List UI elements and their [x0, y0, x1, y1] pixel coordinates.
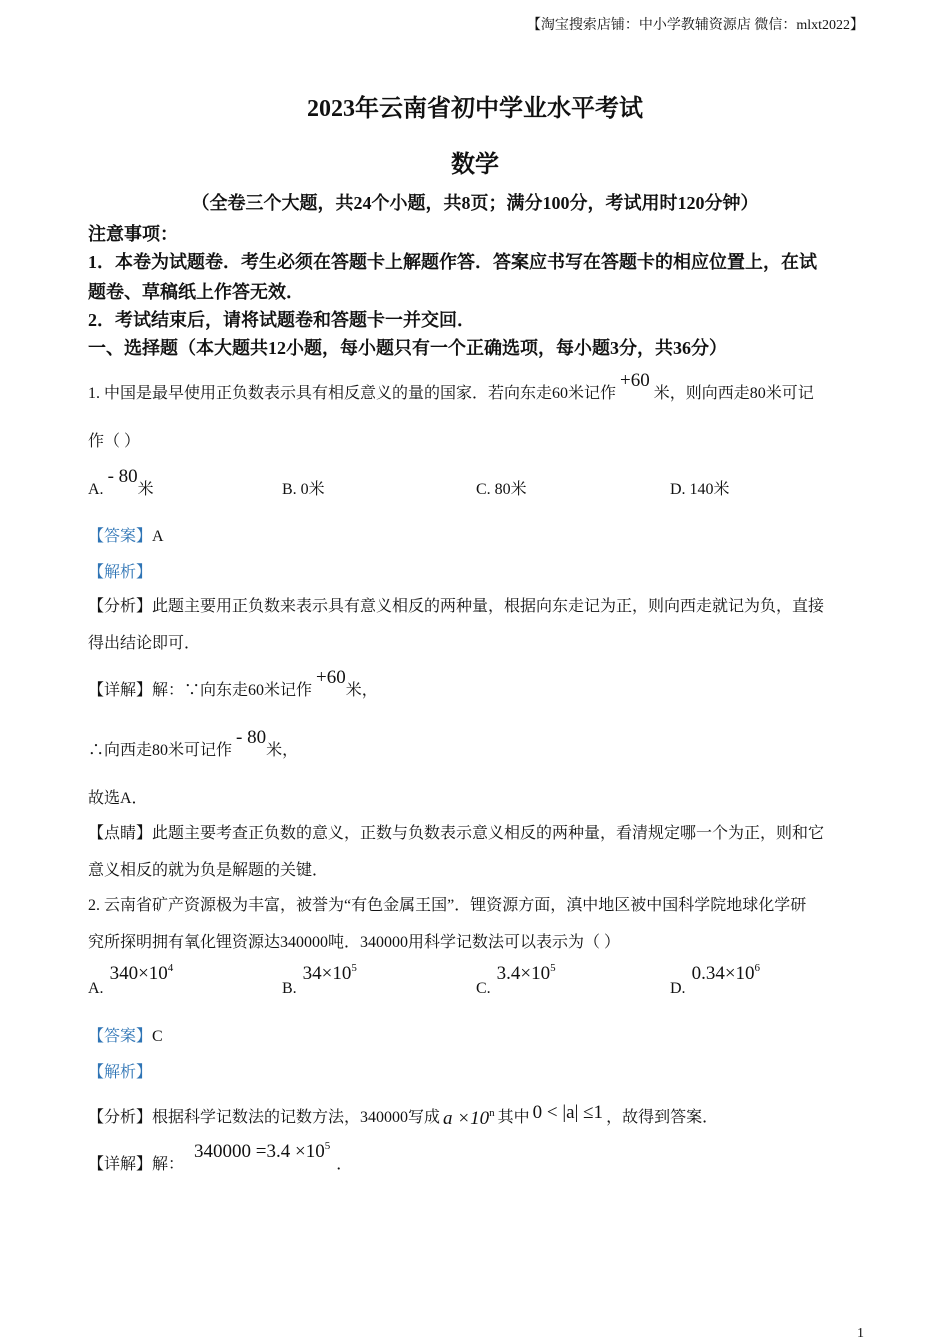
- q1-option-a-unit: 米: [137, 481, 154, 498]
- q1-option-a-math: - 80: [107, 466, 138, 487]
- q2-option-d-exp: 6: [754, 962, 761, 974]
- q1-dianjing-label: 【点睛】: [88, 825, 153, 842]
- q1-fenxi-text-a: 此题主要用正负数来表示具有意义相反的两种量，根据向东走记为正，则向西走就记为负，直接: [152, 598, 825, 615]
- q1-stem-line-2: 作（ ）: [88, 433, 141, 450]
- q2-fenxi-text-a: 根据科学记数法的记数方法，340000写成: [152, 1109, 441, 1126]
- notice-heading: 注意事项：: [88, 224, 178, 244]
- q2-detail-line: [88, 1140, 353, 1175]
- q1-analysis-label: 【解析】: [88, 564, 153, 581]
- q2-stem-line-2: 究所探明拥有氧化锂资源达340000吨．340000用科学记数法可以表示为（ ）: [88, 934, 621, 951]
- q1-detail-text-b: ∴向西走80米可记作: [88, 742, 233, 759]
- q2-analysis-label: 【解析】: [88, 1064, 153, 1081]
- notice-2: 2．考试结束后，请将试题卷和答题卡一并交回．: [88, 310, 475, 330]
- q2-fenxi-math-1-base: a ×10: [443, 1108, 490, 1129]
- q1-detail-unit-1: 米，: [345, 682, 378, 699]
- q2-fenxi-line: [88, 1104, 718, 1128]
- q1-stem-text-b: 米，则向西走80米可记: [653, 385, 814, 402]
- q1-detail-unit-2: 米，: [266, 742, 299, 759]
- q1-fenxi-line-2: 得出结论即可．: [88, 635, 201, 652]
- page-number: 1: [857, 1326, 864, 1341]
- q1-fenxi-label: 【分析】: [88, 598, 153, 615]
- q1-answer-label: 【答案】: [88, 528, 153, 545]
- q2-option-b-base: 34×10: [302, 963, 352, 984]
- q2-option-c-math: [497, 963, 556, 984]
- q2-fenxi-text-c: ，故得到答案．: [606, 1109, 719, 1126]
- q1-detail-line-2: [88, 727, 299, 761]
- q1-answer: [88, 523, 164, 546]
- q2-option-b-math: [303, 963, 357, 984]
- q2-fenxi-text-b: 其中: [497, 1109, 530, 1126]
- header-note: 【淘宝搜索店铺：中小学教辅资源店 微信：mlxt2022】: [526, 18, 864, 33]
- q2-detail-text-a: 解：: [152, 1156, 185, 1173]
- q1-detail-text-a: 解：∵向东走60米记作: [152, 682, 313, 699]
- q1-option-a-label: A.: [88, 481, 104, 498]
- q2-option-c: [476, 962, 556, 997]
- q2-option-b: [282, 962, 357, 997]
- q2-option-d-label: D.: [670, 980, 686, 997]
- exam-subject: 数学: [451, 152, 499, 178]
- q2-fenxi-math-1: [443, 1108, 495, 1129]
- q2-fenxi-label: 【分析】: [88, 1109, 153, 1126]
- q2-option-c-exp: 5: [550, 962, 556, 974]
- q1-stem-line-1: [88, 370, 814, 404]
- q1-stem-text-a: 1. 中国是最早使用正负数表示具有相反意义的量的国家．若向东走60米记作: [88, 385, 617, 402]
- section-1-heading: 一、选择题（本大题共12小题，每小题只有一个正确选项，每小题3分，共36分）: [88, 338, 727, 358]
- q2-detail-math-base: 340000 =3.4 ×10: [194, 1141, 325, 1162]
- q2-detail-math-exp: 5: [324, 1140, 331, 1152]
- q2-option-b-label: B.: [282, 980, 297, 997]
- exam-info: （全卷三个大题，共24个小题，共8页；满分100分，考试用时120分钟）: [191, 193, 759, 213]
- q2-option-c-label: C.: [476, 980, 491, 997]
- q1-detail-line-1: [88, 667, 378, 701]
- q1-dianjing-line-2: 意义相反的就为负是解题的关键．: [88, 862, 329, 879]
- q2-answer: [88, 1023, 163, 1046]
- q2-option-c-base: 3.4×10: [496, 963, 551, 984]
- q1-detail-label: 【详解】: [88, 682, 153, 699]
- q2-detail-math: [194, 1141, 330, 1162]
- q1-option-b: B. 0米: [282, 481, 325, 498]
- q1-stem-math: +60: [620, 370, 650, 391]
- q1-detail-math-2: - 80: [236, 727, 267, 748]
- q1-detail-math-1: +60: [316, 667, 346, 688]
- q1-answer-value: A: [152, 528, 164, 545]
- q2-option-a-base: 340×10: [109, 963, 168, 984]
- q1-option-a: [88, 466, 154, 500]
- q2-option-a: [88, 962, 174, 997]
- q1-dianjing-text-a: 此题主要考查正负数的意义，正数与负数表示意义相反的两种量，看清规定哪一个为正，则和它: [152, 825, 825, 842]
- q1-dianjing-line-1: [88, 820, 824, 843]
- q2-option-d-base: 0.34×10: [691, 963, 755, 984]
- q2-answer-label: 【答案】: [88, 1028, 153, 1045]
- q2-stem-line-1: 2. 云南省矿产资源极为丰富，被誉为“有色金属王国”．锂资源方面，滇中地区被中国科学院地球化学研: [88, 897, 807, 914]
- q2-option-a-math: [110, 963, 174, 984]
- q2-option-d-math: [692, 963, 760, 984]
- q2-fenxi-math-2: 0 < |a| ≤1: [532, 1102, 604, 1123]
- q2-fenxi-math-1-exp: n: [489, 1107, 495, 1119]
- q2-detail-label: 【详解】: [88, 1156, 153, 1173]
- q2-option-b-exp: 5: [351, 962, 357, 974]
- q2-answer-value: C: [152, 1028, 163, 1045]
- q2-option-a-label: A.: [88, 980, 104, 997]
- q1-detail-line-3: 故选A．: [88, 790, 148, 807]
- notice-1-line-1: 1．本卷为试题卷．考生必须在答题卡上解题作答．答案应书写在答题卡的相应位置上，在试: [88, 252, 817, 272]
- q2-detail-end: ．: [336, 1156, 353, 1173]
- q2-option-a-exp: 4: [167, 962, 174, 974]
- q2-option-d: [670, 962, 761, 997]
- notice-1-line-2: 题卷、草稿纸上作答无效．: [88, 282, 304, 302]
- q1-option-d: D. 140米: [670, 481, 730, 498]
- q1-option-c: C. 80米: [476, 481, 527, 498]
- exam-title: 2023年云南省初中学业水平考试: [307, 96, 643, 122]
- q1-fenxi-line-1: [88, 593, 824, 616]
